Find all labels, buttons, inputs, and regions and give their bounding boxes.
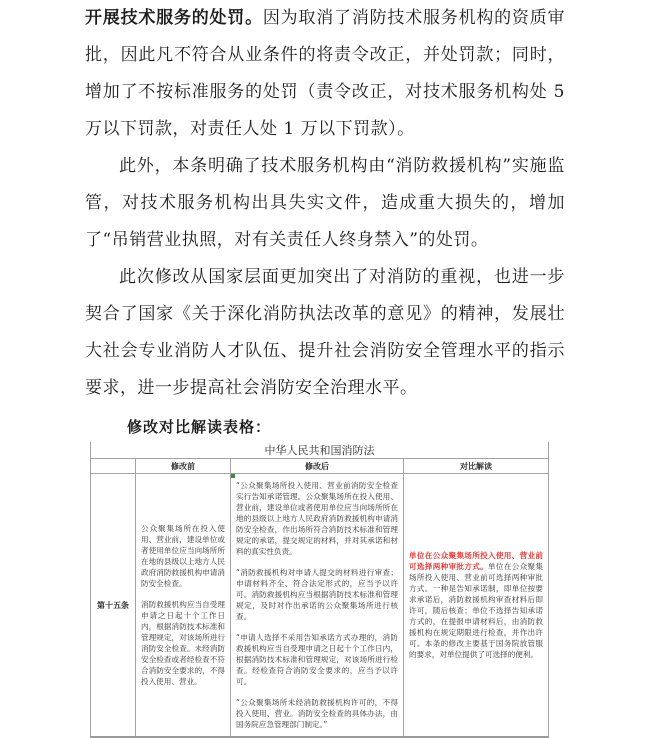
col-header-article — [91, 459, 136, 474]
table-header-row — [91, 459, 549, 474]
cell-comment-marker-icon — [231, 474, 235, 478]
interpretation-rest: 单位在公众聚集场所投入使用、营业前可选择两种审批方式。一种是告知承诺制，即单位按要求承诺后，消防救援机构审查材料后即许可，随后核查；单位不选择告知承诺方式的，在提报申请材料后，由消防救援机构在规定期限进行检查，并作出许可。本条的修改主要基于国务院放管服的要求，对单位提供了可选择的便利。 — [409, 562, 544, 659]
interpretation-paragraph — [409, 550, 543, 660]
col-header-interpretation: 对比解读 — [404, 459, 549, 474]
after-paragraph: “申请人选择不采用告知承诺方式办理的，消防救援机构应当自受理申请之日起十个工作日内，根据消防技术标准和管理规定，对该场所进行检查。经检查符合消防安全要求的，应当予以许可。 — [236, 633, 398, 686]
interpretation-cell — [404, 474, 549, 738]
paragraph-text: 因为取消了消防技术服务机构的资质审批，因此凡不符合从业条件的将责令改正，并处罚款；同时，增加了不按标准服务的处罚（责令改正，对技术服务机构处 5 万以下罚款，对责任人处 1 万以下罚款）。 — [85, 8, 566, 139]
col-header-before: 修改前 — [136, 459, 231, 474]
table-title: 中华人民共和国消防法 — [91, 442, 549, 459]
after-paragraph: “公众聚集场所投入使用、营业前消防安全检查实行告知承诺管理。公众聚集场所在投入使用、营业前，建设单位或者使用单位应当向场所所在地的县级以上地方人民政府消防救援机构申请消防安全检查，作出场所符合消防技术标准和管理规定的承诺，提交规定的材料，并对其承诺和材料的真实性负责。 — [236, 481, 398, 556]
paragraph-reform — [85, 259, 565, 407]
col-header-after: 修改后 — [231, 459, 404, 474]
after-paragraph: “公众聚集场所未经消防救援机构许可的，不得投入使用、营业。消防安全检查的具体办法，由国务院应急管理部门制定。” — [236, 698, 398, 729]
after-paragraph: “消防救援机构对申请人提交的材料进行审查；申请材料齐全、符合法定形式的，应当予以许可。消防救援机构应当根据消防技术标准和管理规定，及时对作出承诺的公众聚集场所进行核查。 — [236, 568, 398, 621]
paragraph-lead-bold: 开展技术服务的处罚。 — [85, 8, 263, 28]
table-title-row — [91, 442, 549, 459]
page-content — [85, 0, 565, 738]
paragraph-supervision — [85, 148, 565, 259]
body-text — [85, 0, 565, 407]
before-paragraph: 消防救援机构应当自受理申请之日起十个工作日内，根据消防技术标准和管理规定，对该场所进行消防安全检查。未经消防安全检查或者经检查不符合消防安全要求的，不得投入使用、营业。 — [141, 600, 225, 686]
before-paragraph: 公众聚集场所在投入使用、营业前，建设单位或者使用单位应当向场所所在地的县级以上地方人民政府消防救援机构申请消防安全检查。 — [141, 524, 225, 588]
paragraph-text: 此外，本条明确了技术服务机构由“消防救援机构”实施监管，对技术服务机构出具失实文件，造成重大损失的，增加了“吊销营业执照，对有关责任人终身禁入”的处罚。 — [85, 156, 565, 250]
before-cell — [136, 474, 231, 738]
comparison-table — [90, 442, 549, 738]
interpretation-highlight: 单位在公众聚集场所投入使用、营业前可选择两种审批方式。 — [409, 551, 543, 571]
paragraph-penalty — [85, 0, 565, 148]
table-row-article-15 — [91, 474, 549, 738]
paragraph-text: 此次修改从国家层面更加突出了对消防的重视，也进一步契合了国家《关于深化消防执法改革的意见》的精神，发展壮大社会专业消防人才队伍、提升社会消防安全管理水平的指示要求，进一步提高社会消防安全治理水平。 — [85, 267, 565, 398]
table-heading: 修改对比解读表格： — [127, 418, 272, 436]
after-cell — [231, 474, 404, 738]
article-label: 第十五条 — [91, 474, 136, 738]
